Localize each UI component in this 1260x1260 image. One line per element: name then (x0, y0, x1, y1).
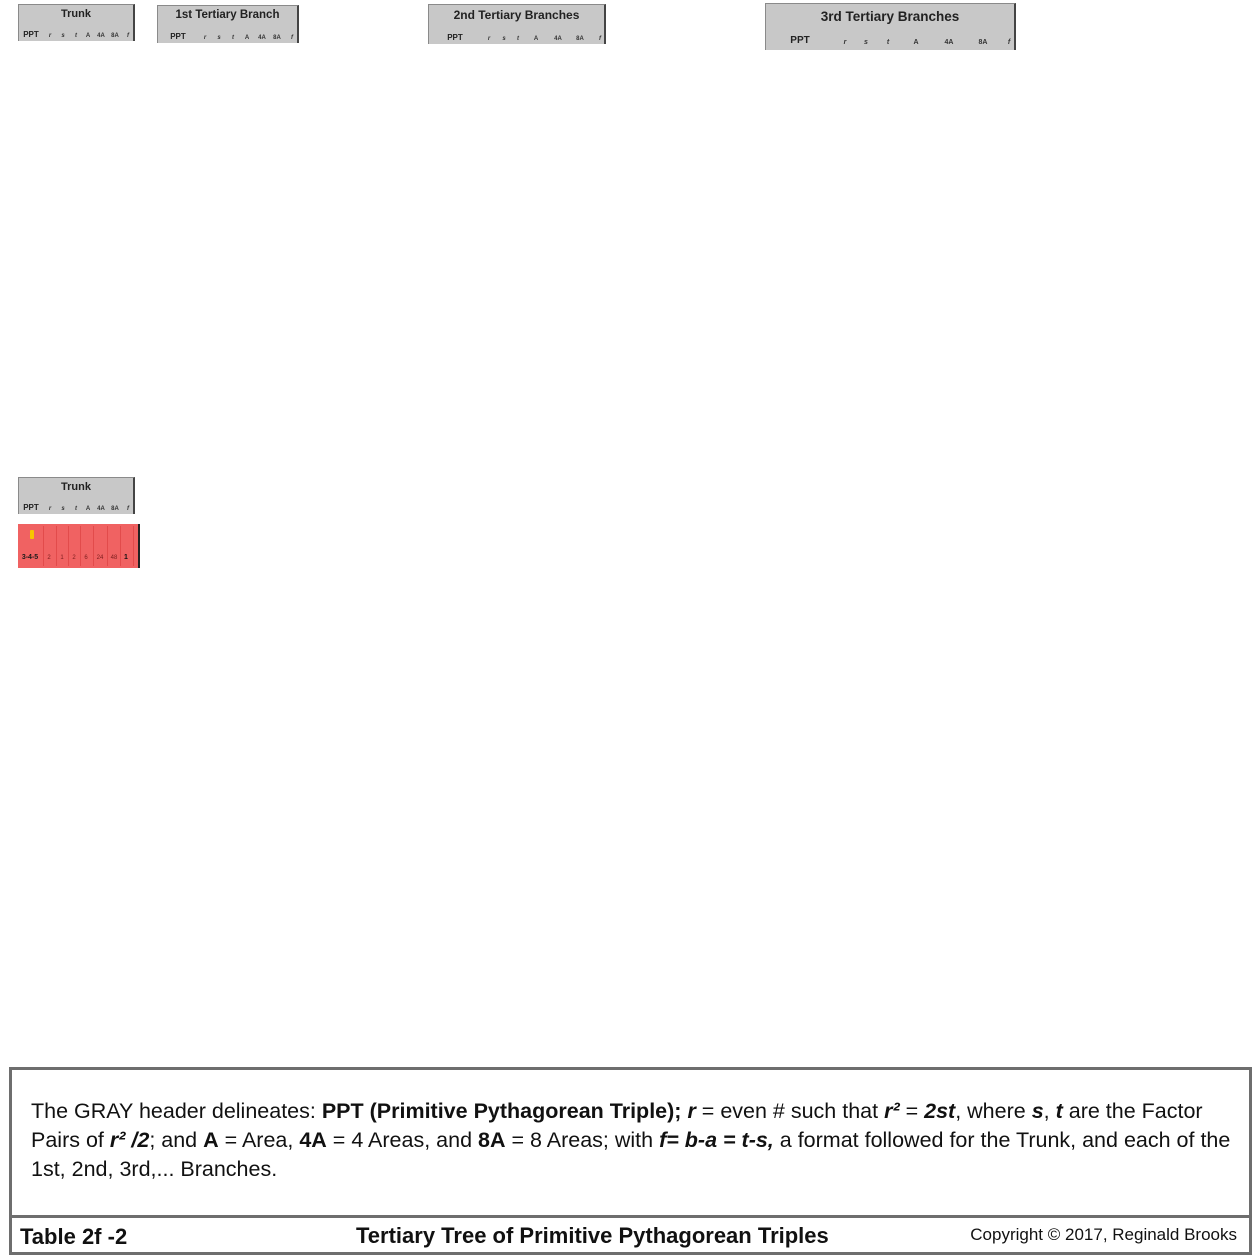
legend-comma: , (1043, 1099, 1056, 1123)
col-f: f (127, 506, 129, 512)
col-t: t (886, 39, 890, 46)
col-f: f (1007, 39, 1011, 46)
legend-ppt-def: PPT (Primitive Pythagorean Triple); (321, 1099, 682, 1123)
header-columns (19, 27, 133, 39)
col-a: A (85, 33, 91, 39)
legend-8a: 8A (478, 1128, 506, 1152)
col-8a: 8A (576, 36, 584, 42)
table-title: Tertiary Tree of Primitive Pythagorean Triples (356, 1223, 829, 1248)
header-columns (766, 34, 1014, 46)
col-4a: 4A (97, 506, 105, 512)
legend-4a: 4A (299, 1128, 327, 1152)
cell-8a: 48 (110, 555, 118, 561)
col-f: f (291, 35, 293, 41)
row-divider (43, 526, 44, 566)
col-s: s (864, 39, 868, 46)
col-a: A (533, 36, 539, 42)
cell-f: 1 (124, 554, 128, 561)
cell-ppt: 3-4-5 (21, 554, 39, 561)
second-branches-header (428, 4, 606, 44)
legend-tail: a format followed for the Trunk, and each of the 1st, 2nd, 3rd,... Branches. (31, 1128, 1231, 1181)
third-branches-header (765, 3, 1016, 50)
col-r: r (487, 36, 491, 42)
row-divider (80, 526, 81, 566)
trunk-header-mid (18, 477, 135, 514)
legend-where: , where (955, 1099, 1032, 1123)
col-ppt: PPT (170, 32, 186, 41)
trunk-header-top (18, 4, 135, 41)
col-r: r (203, 35, 207, 41)
col-s: s (61, 33, 65, 39)
col-a: A (913, 39, 919, 46)
header-columns (19, 500, 133, 512)
legend-a-def: = Area, (218, 1128, 300, 1152)
first-branch-header (157, 5, 299, 43)
legend-8a-def: = 8 Areas; with (505, 1128, 660, 1152)
legend-f-formula: f= b-a = t-s, (659, 1128, 774, 1152)
copyright: Copyright © 2017, Reginald Brooks (970, 1225, 1237, 1244)
header-title: 3rd Tertiary Branches (820, 9, 960, 24)
legend-a: A (203, 1128, 219, 1152)
col-4a: 4A (258, 35, 266, 41)
legend-r: r (687, 1099, 696, 1123)
col-ppt: PPT (23, 503, 39, 512)
row-divider (107, 526, 108, 566)
row-divider (120, 526, 121, 566)
cell-r: 2 (47, 555, 51, 561)
legend-text (31, 1097, 1231, 1184)
col-a: A (244, 35, 250, 41)
col-8a: 8A (111, 506, 119, 512)
legend-box (9, 1067, 1252, 1255)
cell-s: 1 (60, 555, 64, 561)
col-t: t (517, 36, 519, 42)
trunk-row (18, 524, 140, 568)
legend-intro: The GRAY header delineates: (31, 1099, 322, 1123)
header-columns (429, 30, 604, 42)
legend-s: s (1031, 1099, 1044, 1123)
cell-t: 2 (72, 555, 76, 561)
col-t: t (75, 33, 77, 39)
header-title: 2nd Tertiary Branches (453, 8, 580, 22)
col-t: t (75, 506, 77, 512)
col-4a: 4A (944, 39, 954, 46)
legend-and: ; and (149, 1128, 204, 1152)
header-title: Trunk (61, 8, 91, 20)
col-r: r (48, 33, 52, 39)
legend-are-factor-pairs: are the Factor Pairs of (31, 1099, 1203, 1152)
col-s: s (217, 35, 221, 41)
cell-4a: 24 (96, 555, 104, 561)
highlight-marker (30, 530, 34, 539)
col-s: s (502, 36, 506, 42)
col-s: s (61, 506, 65, 512)
legend-2st: 2st (924, 1099, 956, 1123)
legend-eq: = (899, 1099, 925, 1123)
legend-r2: r² (884, 1099, 900, 1123)
col-4a: 4A (554, 36, 562, 42)
col-8a: 8A (111, 33, 119, 39)
col-r: r (843, 39, 847, 46)
table-number: Table 2f -2 (20, 1224, 128, 1249)
col-a: A (85, 506, 91, 512)
col-8a: 8A (273, 35, 281, 41)
col-ppt: PPT (447, 33, 463, 42)
row-divider (68, 526, 69, 566)
col-8a: 8A (978, 39, 988, 46)
row-divider (93, 526, 94, 566)
legend-divider (12, 1215, 1249, 1218)
header-title: Trunk (61, 481, 91, 493)
col-r: r (48, 506, 52, 512)
col-t: t (232, 35, 234, 41)
row-divider (56, 526, 57, 566)
legend-r2-half: r² /2 (109, 1128, 150, 1152)
col-f: f (599, 36, 601, 42)
col-ppt: PPT (790, 35, 810, 46)
legend-r-def: = even # such that (695, 1099, 885, 1123)
col-ppt: PPT (23, 30, 39, 39)
col-4a: 4A (97, 33, 105, 39)
header-title: 1st Tertiary Branch (175, 9, 280, 21)
col-f: f (127, 33, 129, 39)
cell-a: 6 (84, 555, 88, 561)
row-divider (133, 526, 134, 566)
header-columns (158, 29, 297, 41)
legend-t: t (1055, 1099, 1063, 1123)
legend-4a-def: = 4 Areas, and (326, 1128, 479, 1152)
